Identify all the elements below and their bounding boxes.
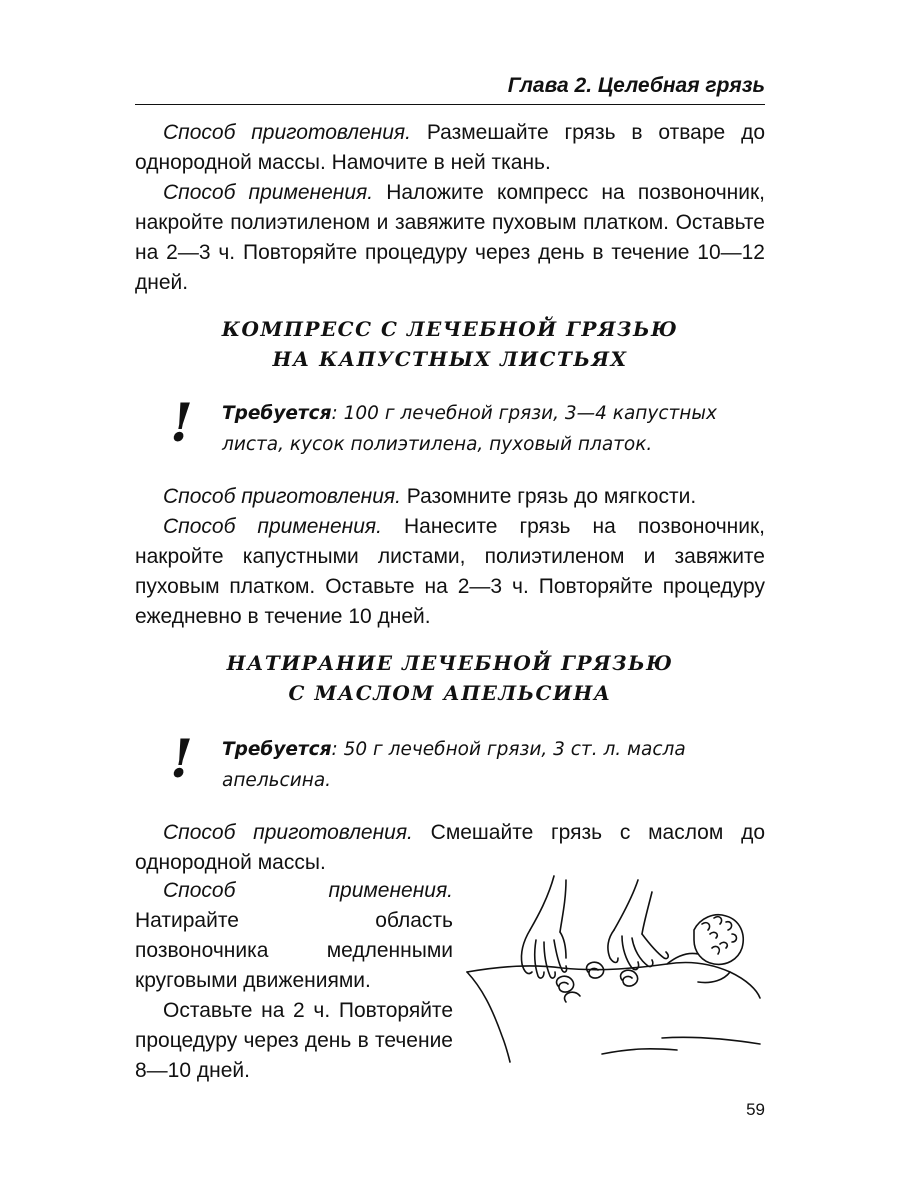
preparation-label: Способ приготовления. [163,821,413,844]
preparation-text: Разомните грязь до мягкости. [400,485,697,508]
application-label: Способ применения. [163,515,382,538]
exclamation-icon: ! [170,729,193,790]
recipe-1-application [135,512,765,632]
preparation-text: Размешайте грязь в отваре до однородной массы. Намочите в ней ткань. [135,121,766,174]
recipe-2-rest: Оставьте на 2 ч. Повторяйте процедуру через день в течение 8—10 дней. [135,999,453,1082]
back-massage-illustration [462,868,762,1063]
arm-line [698,972,730,983]
chapter-running-head: Глава 2. Целебная грязь [507,74,765,97]
right-hand [608,930,668,970]
recipe-1-title-line-1: КОМПРЕСС С ЛЕЧЕБНОЙ ГРЯЗЬЮ [221,317,679,341]
recipe-2-application [135,876,453,996]
required-items: : 50 г лечебной грязи, 3 ст. л. масла апельсина. [222,739,686,791]
preparation-label: Способ приготовления. [163,121,411,144]
intro-application-paragraph [135,178,765,298]
left-arm [530,876,554,930]
recipe-1-required-text [222,398,732,460]
right-arm [614,880,638,930]
intro-preparation-paragraph [135,118,765,178]
hair-curls [702,917,737,948]
left-hand [521,930,566,978]
required-label: Требуется [222,739,332,760]
sheet-line-2 [602,1049,677,1054]
recipe-1-text [135,482,765,632]
sheet-line [662,1037,760,1044]
recipe-1-preparation [135,482,765,512]
preparation-text: Смешайте грязь с маслом до однородной массы. [135,821,765,874]
preparation-label: Способ приготовления. [163,485,401,508]
swirl-3 [621,970,638,986]
application-label: Способ применения. [163,181,374,204]
application-label: Способ применения. [163,879,453,902]
application-text: Нанесите грязь на позвоночник, накройте капустными листами, полиэтиленом и завяжите пуховым платком. Оставьте на 2—3 ч. Повторяйте процедуру ежедневно в течение 10 дней. [135,515,765,628]
right-arm-inner [642,892,652,934]
body-lower-outline [467,972,510,1062]
recipe-2-required-text [222,734,732,796]
header-rule [135,104,765,105]
required-items: : 100 г лечебной грязи, 3—4 капустных листа, кусок полиэтилена, пуховый платок. [222,403,717,455]
recipe-2-application-block [135,876,453,1086]
exclamation-icon: ! [170,393,193,454]
recipe-1-title-line-2: НА КАПУСТНЫХ ЛИСТЬЯХ [272,347,628,371]
ear [712,946,719,954]
recipe-2-title-line-1: НАТИРАНИЕ ЛЕЧЕБНОЙ ГРЯЗЬЮ [226,651,674,675]
required-label: Требуется [222,403,332,424]
recipe-2-title-line-2: С МАСЛОМ АПЕЛЬСИНА [288,681,612,705]
intro-text [135,118,765,298]
page-number: 59 [746,1100,765,1119]
recipe-1-title [135,314,765,374]
left-arm-inner [560,880,566,932]
recipe-2-title [135,648,765,708]
application-text: Натирайте область позвоночника медленными круговыми движениями. [135,909,453,992]
swirl-4 [565,992,580,1002]
application-text: Наложите компресс на позвоночник, накройте полиэтиленом и завяжите пуховым платком. Оставьте на 2—3 ч. Повторяйте процедуру через день в течение 10—12 дней. [135,181,765,294]
swirl-1 [557,976,574,992]
